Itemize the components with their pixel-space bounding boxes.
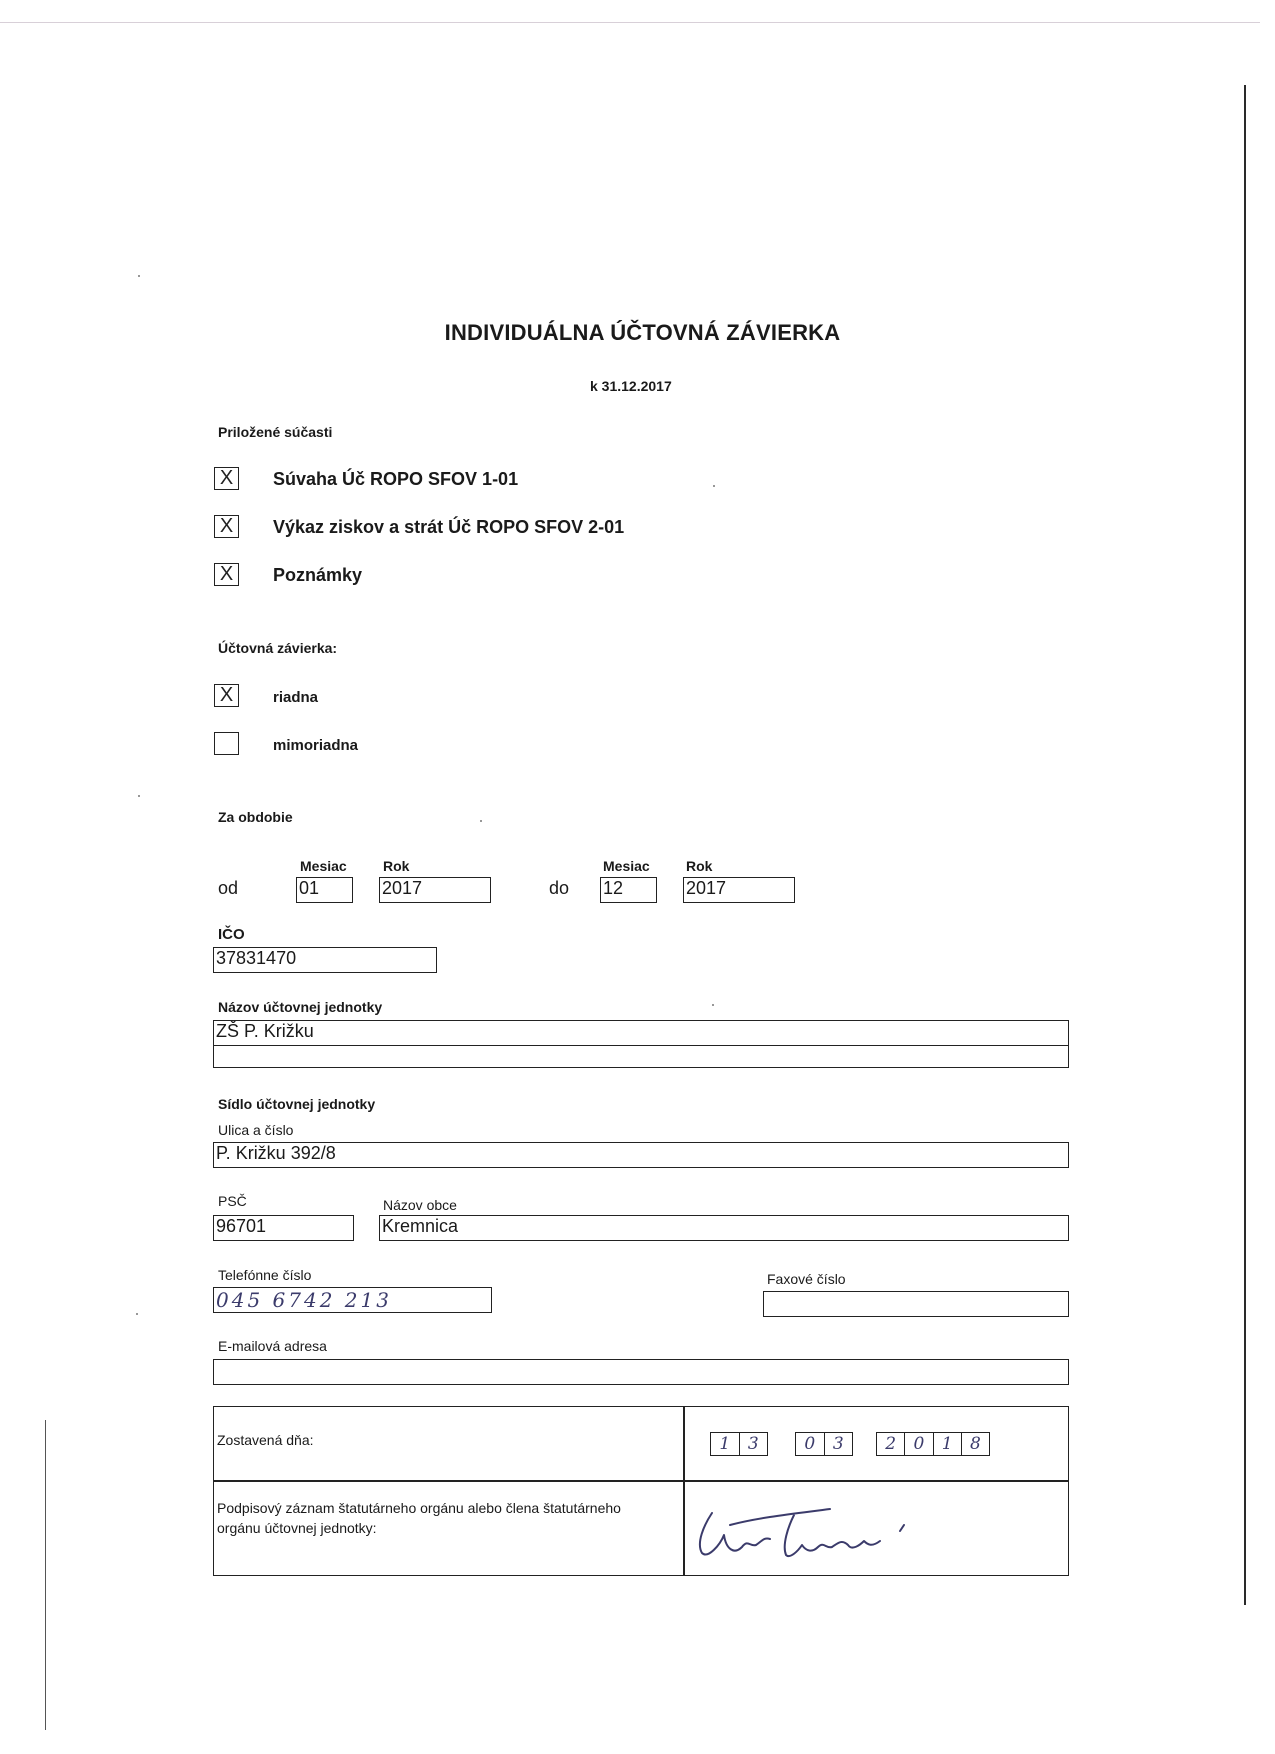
to-year-label: Rok bbox=[686, 858, 713, 874]
compiled-year-digit: 2 bbox=[877, 1433, 905, 1455]
from-year-label: Rok bbox=[383, 858, 410, 874]
checkbox-suvaha[interactable]: X bbox=[214, 467, 239, 490]
compiled-year-field[interactable] bbox=[876, 1432, 990, 1456]
compiled-day-field[interactable] bbox=[710, 1432, 768, 1456]
city-label: Názov obce bbox=[383, 1197, 457, 1213]
from-year-field[interactable]: 2017 bbox=[379, 877, 491, 903]
from-month-label: Mesiac bbox=[300, 858, 347, 874]
phone-field[interactable]: 045 6742 213 bbox=[213, 1287, 492, 1313]
compiled-day-digit: 3 bbox=[747, 1434, 759, 1454]
scan-speck bbox=[712, 1004, 714, 1006]
compiled-year-digit: 8 bbox=[969, 1434, 981, 1454]
entity-name-label: Názov účtovnej jednotky bbox=[218, 999, 383, 1015]
psc-field[interactable]: 96701 bbox=[213, 1215, 354, 1241]
street-label: Ulica a číslo bbox=[218, 1122, 294, 1138]
checkbox-vykaz[interactable]: X bbox=[214, 515, 239, 538]
closing-option-riadna: riadna bbox=[273, 689, 319, 706]
compiled-day-digit: 1 bbox=[711, 1433, 740, 1455]
checkbox-mimoriadna[interactable] bbox=[214, 732, 239, 755]
closing-type-heading: Účtovná závierka: bbox=[218, 640, 338, 656]
scan-speck bbox=[136, 1313, 138, 1315]
component-label-suvaha: Súvaha Úč ROPO SFOV 1-01 bbox=[273, 469, 519, 489]
from-month-field[interactable]: 01 bbox=[296, 877, 353, 903]
seat-heading: Sídlo účtovnej jednotky bbox=[218, 1096, 376, 1112]
compiled-month-digit: 0 bbox=[796, 1433, 825, 1455]
document-date: k 31.12.2017 bbox=[590, 378, 672, 394]
entity-name-line-1[interactable]: ZŠ P. Križku bbox=[214, 1021, 1068, 1046]
document-title: INDIVIDUÁLNA ÚČTOVNÁ ZÁVIERKA bbox=[444, 320, 841, 345]
components-heading: Priložené súčasti bbox=[218, 424, 333, 440]
component-label-vykaz: Výkaz ziskov a strát Úč ROPO SFOV 2-01 bbox=[273, 517, 625, 537]
closing-option-mimoriadna: mimoriadna bbox=[273, 737, 359, 754]
compiled-month-field[interactable] bbox=[795, 1432, 853, 1456]
ico-label: IČO bbox=[218, 926, 245, 943]
period-to-label: do bbox=[549, 878, 570, 898]
to-year-field[interactable]: 2017 bbox=[683, 877, 795, 903]
signature-stroke bbox=[700, 1509, 904, 1556]
phone-label: Telefónne číslo bbox=[218, 1267, 312, 1283]
signature-image bbox=[690, 1495, 930, 1570]
checkbox-riadna[interactable]: X bbox=[214, 684, 239, 707]
scan-speck bbox=[138, 795, 140, 797]
compiled-month-digit: 3 bbox=[832, 1434, 844, 1454]
email-field[interactable] bbox=[213, 1359, 1069, 1385]
table-divider-horizontal bbox=[213, 1480, 1069, 1482]
to-month-label: Mesiac bbox=[603, 858, 650, 874]
table-divider-vertical bbox=[683, 1406, 685, 1576]
to-month-field[interactable]: 12 bbox=[600, 877, 657, 903]
checkbox-poznamky[interactable]: X bbox=[214, 563, 239, 586]
period-from-label: od bbox=[218, 878, 239, 898]
city-field[interactable]: Kremnica bbox=[379, 1215, 1069, 1241]
compiled-year-digit: 0 bbox=[905, 1433, 933, 1455]
street-field[interactable]: P. Križku 392/8 bbox=[213, 1142, 1069, 1168]
compiled-date-label: Zostavená dňa: bbox=[217, 1432, 314, 1448]
scan-edge-top bbox=[0, 22, 1260, 23]
scan-speck bbox=[480, 820, 482, 822]
entity-name-line-2[interactable] bbox=[214, 1046, 1068, 1068]
scan-speck bbox=[713, 485, 715, 487]
scan-edge-right bbox=[1244, 85, 1246, 1605]
scan-speck bbox=[138, 275, 140, 277]
signature-label-line-2: orgánu účtovnej jednotky: bbox=[217, 1520, 377, 1536]
ico-field[interactable]: 37831470 bbox=[213, 947, 437, 973]
period-heading: Za obdobie bbox=[218, 809, 293, 825]
fax-label: Faxové číslo bbox=[767, 1271, 846, 1287]
component-label-poznamky: Poznámky bbox=[273, 565, 363, 585]
email-label: E-mailová adresa bbox=[218, 1338, 327, 1354]
entity-name-box bbox=[213, 1020, 1069, 1068]
psc-label: PSČ bbox=[218, 1193, 247, 1209]
signature-label-line-1: Podpisový záznam štatutárneho orgánu alebo člena štatutárneho bbox=[217, 1500, 621, 1516]
compiled-year-digit: 1 bbox=[934, 1433, 962, 1455]
scan-edge-left bbox=[45, 1420, 46, 1730]
fax-field[interactable] bbox=[763, 1291, 1069, 1317]
